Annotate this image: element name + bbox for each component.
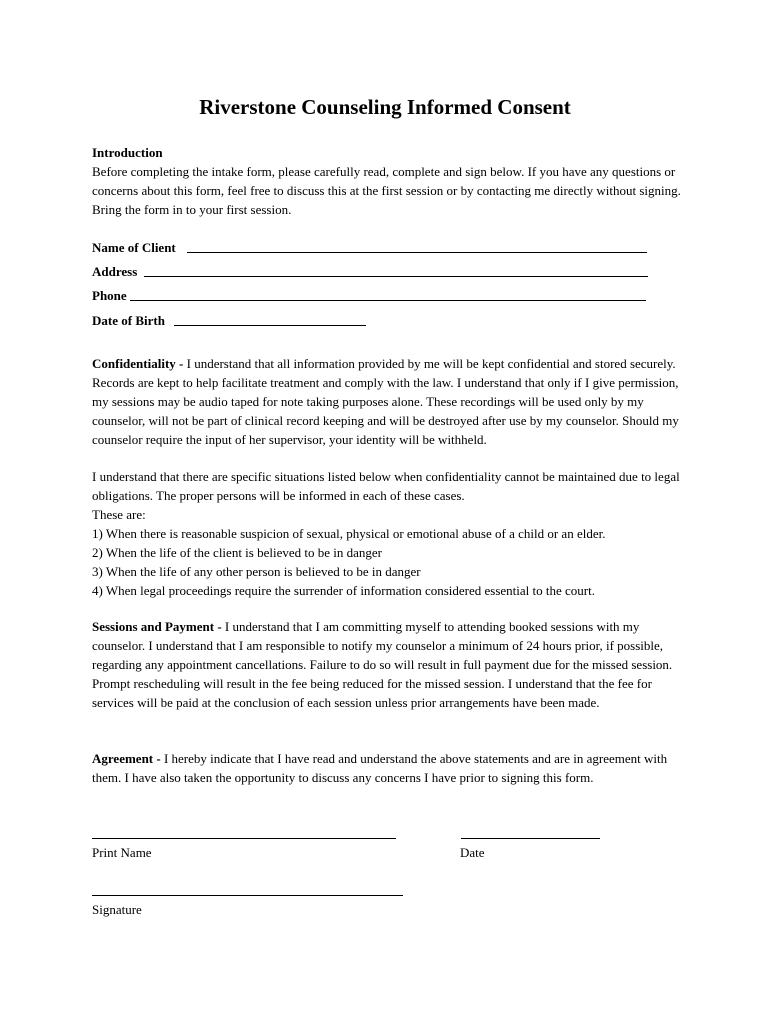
introduction-section [92,143,692,219]
signature-label: Signature [92,902,142,917]
page-title: Riverstone Counseling Informed Consent [199,95,571,119]
sessions-payment-heading: Sessions and Payment - [92,619,222,634]
situations-intro: I understand that there are specific situations listed below when confidentiality cannot be maintained due to legal obligations. The proper persons will be informed in each of these cases. [92,469,680,503]
address-label: Address [92,264,138,279]
name-of-client-line[interactable] [187,252,647,253]
name-of-client-label: Name of Client [92,240,176,255]
confidentiality-text: I understand that all information provided by me will be kept confidential and stored securely. Records are kept to help facilitate treatment and comply with the law. I understand that only if I give permission, my sessions may be audio taped for note taking purposes alone. These recordings will be used only by my counselor, will not be part of clinical record keeping and will be destroyed after use by my counselor. Should my counselor require the input of her supervisor, your identity will be withheld. [92,356,679,447]
phone-label: Phone [92,288,127,303]
confidentiality-section [92,354,692,449]
print-name-label: Print Name [92,845,152,860]
print-name-line[interactable] [92,838,396,839]
sessions-payment-text: I understand that I am committing myself to attending booked sessions with my counselor. I understand that I am responsible to notify my counselor a minimum of 24 hours prior, if possible, regarding any appointment cancellations. Failure to do so will result in full payment due for the missed session. Prompt rescheduling will result in the fee being reduced for the missed session. I understand that the fee for services will be paid at the conclusion of each session unless prior arrangements have been made. [92,619,673,710]
date-of-birth-line[interactable] [174,325,366,326]
agreement-section [92,749,692,787]
agreement-heading: Agreement - [92,751,161,766]
confidentiality-heading: Confidentiality - [92,356,184,371]
agreement-text: I hereby indicate that I have read and understand the above statements and are in agreement with them. I have also taken the opportunity to discuss any concerns I have prior to signing this form. [92,751,668,785]
date-of-birth-label: Date of Birth [92,313,165,328]
introduction-text: Before completing the intake form, please carefully read, complete and sign below. If you have any questions or concerns about this form, feel free to discuss this at the first session or by contacting me directly without signing. Bring the form in to your first session. [92,164,681,217]
date-line[interactable] [461,838,600,839]
situations-section [92,467,692,600]
address-line[interactable] [144,276,648,277]
situation-item: 2) When the life of the client is believed to be in danger [92,545,382,560]
situations-these-are: These are: [92,507,146,522]
introduction-heading: Introduction [92,145,163,160]
situation-item: 4) When legal proceedings require the surrender of information considered essential to the court. [92,583,595,598]
date-label: Date [460,845,485,860]
situation-item: 3) When the life of any other person is believed to be in danger [92,564,421,579]
phone-line[interactable] [130,300,646,301]
sessions-payment-section [92,617,692,712]
situation-item: 1) When there is reasonable suspicion of sexual, physical or emotional abuse of a child or an elder. [92,526,606,541]
signature-line[interactable] [92,895,403,896]
